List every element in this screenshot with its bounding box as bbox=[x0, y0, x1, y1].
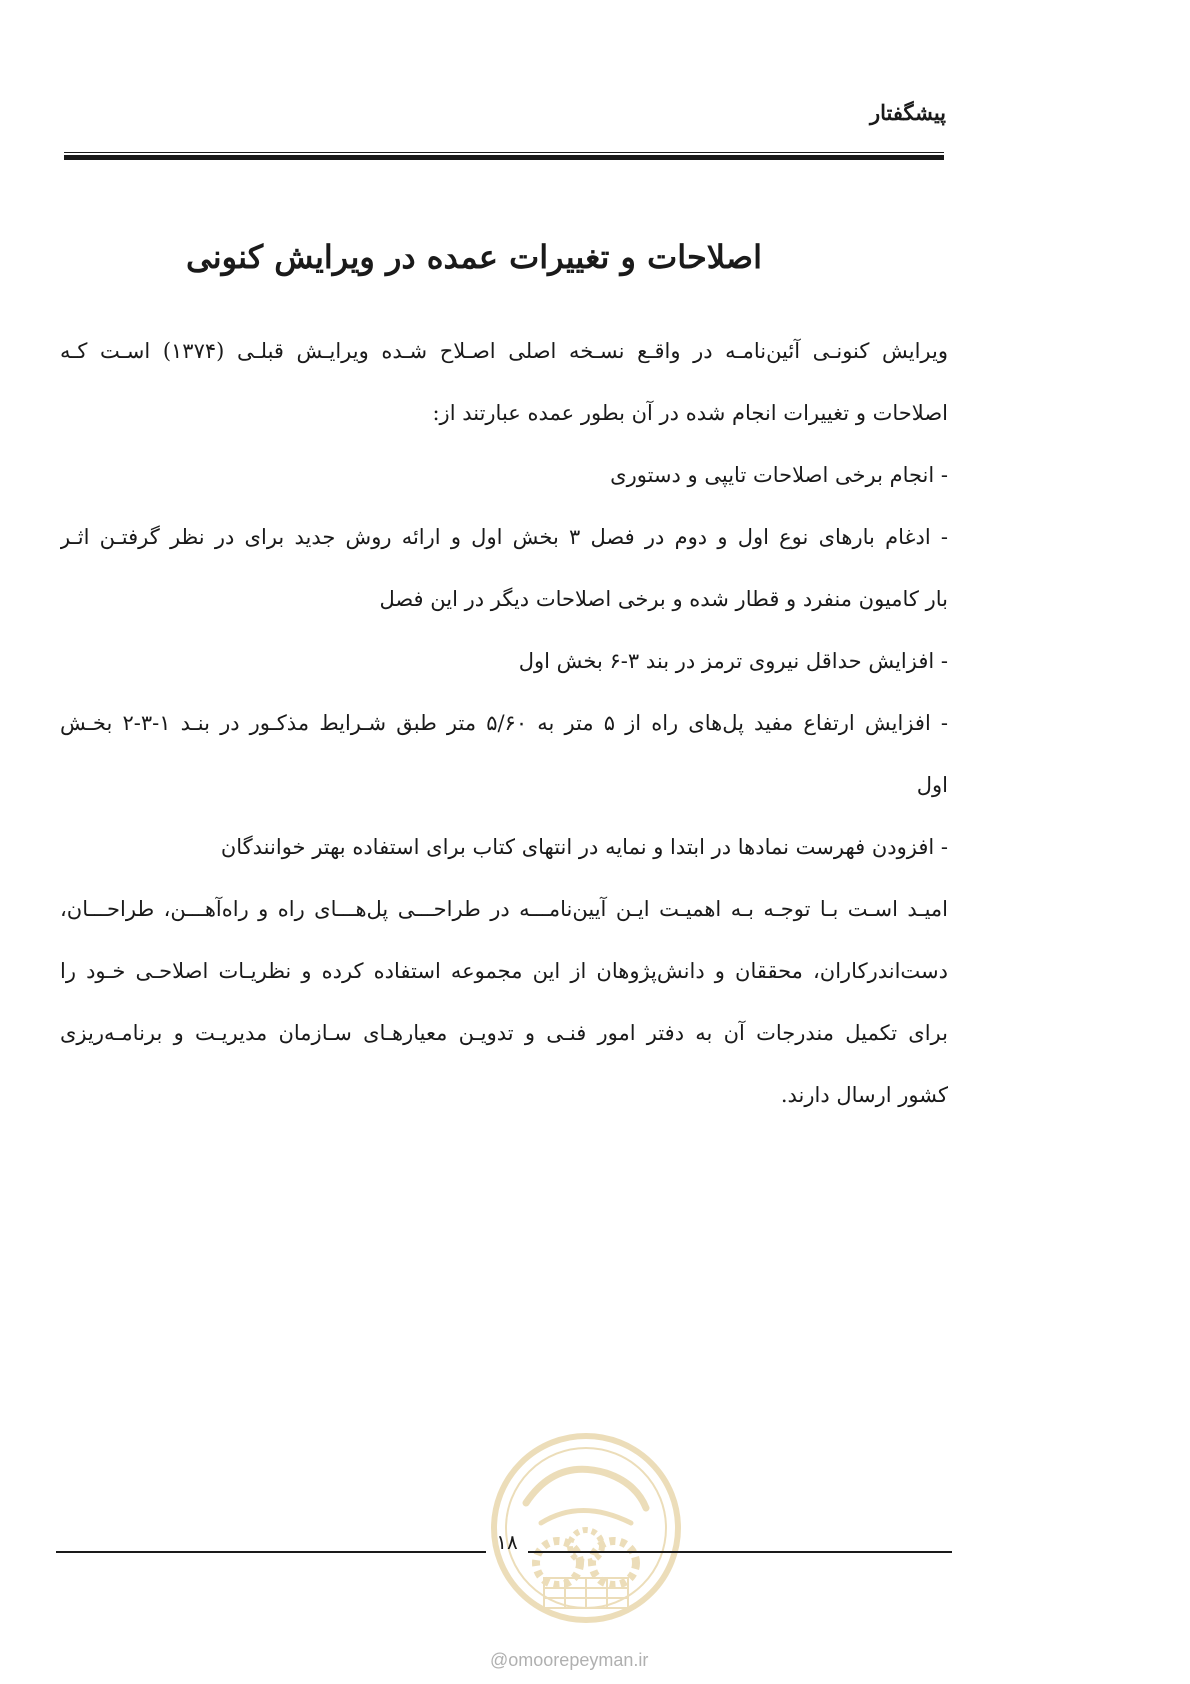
running-header: پیشگفتار bbox=[869, 100, 946, 125]
body-line: امیـد اسـت بـا توجـه بـه اهمیـت ایـن آیین‌نامـــه در طراحـــی پل‌هـــای راه و راه‌آهـــن، طراحـــان، bbox=[60, 897, 948, 921]
header-rule-thin bbox=[64, 152, 944, 153]
body-line: - افزایش ارتفاع مفید پل‌های راه از ۵ متر به ۵/۶۰ متر طبق شـرایط مذکـور در بنـد ۱-۳-۲ بخـش bbox=[60, 711, 948, 735]
body-line: - افزودن فهرست نمادها در ابتدا و نمایه در انتهای کتاب برای استفاده بهتر خوانندگان bbox=[220, 835, 948, 859]
body-line: - ادغام بارهای نوع اول و دوم در فصل ۳ بخش اول و ارائه روش جدید برای در نظر گرفتـن اثـر bbox=[60, 525, 948, 549]
header-rule-thick bbox=[64, 155, 944, 160]
body-line: - افزایش حداقل نیروی ترمز در بند ۳-۶ بخش اول bbox=[518, 649, 948, 673]
body-line: دست‌اندرکاران، محققان و دانش‌پژوهان از این مجموعه استفاده کرده و نظریـات اصلاحـی خـود را bbox=[60, 959, 948, 983]
body-line: بار کامیون منفرد و قطار شده و برخی اصلاحات دیگر در این فصل bbox=[379, 587, 948, 611]
watermark-site-text: omoorepeyman.ir bbox=[508, 1650, 649, 1670]
body-line: اول bbox=[916, 773, 948, 797]
page-number: ۱۸ bbox=[496, 1530, 518, 1554]
watermark-seal-icon bbox=[486, 1428, 686, 1628]
body-line: ویرایش کنونـی آئین‌نامـه در واقـع نسـخه اصلی اصـلاح شـده ویرایـش قبلـی (۱۳۷۴) اسـت کـه bbox=[60, 339, 948, 363]
footer-rule-left bbox=[56, 1551, 486, 1553]
body-text bbox=[60, 320, 948, 1126]
watermark-url bbox=[490, 1650, 648, 1671]
body-line: برای تکمیل مندرجات آن به دفتر امور فنـی و تدویـن معیارهـای سـازمان مدیریـت و برنامـه‌ریزی bbox=[60, 1021, 948, 1045]
footer-rule-right bbox=[528, 1551, 952, 1553]
body-line: اصلاحات و تغییرات انجام شده در آن بطور عمده عبارتند از: bbox=[432, 401, 948, 425]
body-line: کشور ارسال دارند. bbox=[780, 1083, 948, 1107]
at-sign-icon: @ bbox=[490, 1650, 509, 1670]
section-title: اصلاحات و تغییرات عمده در ویرایش کنونی bbox=[186, 238, 762, 276]
body-line: - انجام برخی اصلاحات تایپی و دستوری bbox=[610, 463, 948, 487]
